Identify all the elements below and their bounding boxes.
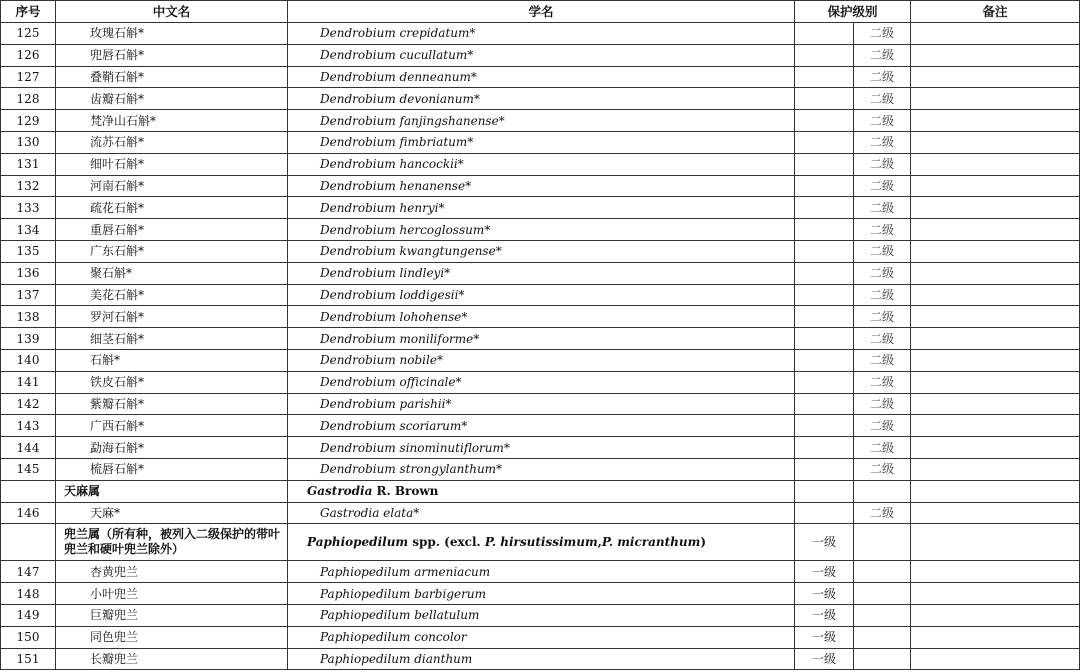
remarks-cell: [911, 23, 1080, 45]
remarks-cell: [911, 240, 1080, 262]
chinese-name-cell: 梳唇石斛*: [56, 458, 288, 480]
chinese-name-cell: 紫瓣石斛*: [56, 393, 288, 415]
table-row: [1, 583, 1080, 605]
remarks-cell: [911, 262, 1080, 284]
protection-level-first-cell: 一级: [795, 648, 854, 670]
chinese-name-cell: 小叶兜兰: [56, 583, 288, 605]
protection-level-first-cell: [795, 437, 854, 459]
protection-level-first-cell: [795, 66, 854, 88]
protection-level-first-cell: [795, 240, 854, 262]
chinese-name-cell: 天麻属: [56, 480, 288, 502]
scientific-name-cell: Dendrobium hercoglossum*: [288, 219, 795, 241]
table-row: [1, 44, 1080, 66]
remarks-cell: [911, 153, 1080, 175]
scientific-name-cell: Paphiopedilum concolor: [288, 626, 795, 648]
genus-name-italic: Gastrodia: [307, 484, 373, 499]
protection-level-first-cell: 一级: [795, 583, 854, 605]
table-row: [1, 604, 1080, 626]
protection-level-first-cell: [795, 393, 854, 415]
genus-name-part: P. micranthum: [601, 535, 701, 550]
scientific-name-cell: Paphiopedilum armeniacum: [288, 561, 795, 583]
protection-level-second-cell: 二级: [854, 262, 911, 284]
protection-level-first-cell: [795, 349, 854, 371]
remarks-cell: [911, 604, 1080, 626]
protection-level-second-cell: [854, 648, 911, 670]
genus-author: R. Brown: [372, 484, 439, 499]
table-row: [1, 197, 1080, 219]
remarks-cell: [911, 197, 1080, 219]
table-row: [1, 648, 1080, 670]
protection-level-second-cell: 二级: [854, 393, 911, 415]
scientific-name-cell: Dendrobium fanjingshanense*: [288, 110, 795, 132]
serial-number-cell: 127: [1, 66, 56, 88]
scientific-name-cell: Gastrodia elata*: [288, 502, 795, 524]
serial-number-cell: 139: [1, 328, 56, 350]
genus-name-part: P. hirsutissimum: [484, 535, 598, 550]
protection-level-first-cell: 一级: [795, 561, 854, 583]
protection-level-first-cell: 一级: [795, 604, 854, 626]
serial-number-cell: 146: [1, 502, 56, 524]
table-row: [1, 415, 1080, 437]
scientific-name-cell: Dendrobium strongylanthum*: [288, 458, 795, 480]
scientific-name-cell: Dendrobium moniliforme*: [288, 328, 795, 350]
scientific-name-cell: Dendrobium loddigesii*: [288, 284, 795, 306]
scientific-name-cell: [288, 524, 795, 561]
table-row: [1, 110, 1080, 132]
scientific-name-cell: Dendrobium nobile*: [288, 349, 795, 371]
genus-row: [1, 524, 1080, 561]
genus-name-part: spp. (excl.: [408, 535, 485, 550]
protection-level-second-cell: 二级: [854, 197, 911, 219]
scientific-name-cell: Dendrobium lindleyi*: [288, 262, 795, 284]
protection-level-first-cell: [795, 306, 854, 328]
table-row: [1, 306, 1080, 328]
protection-level-second-cell: 二级: [854, 175, 911, 197]
protection-level-second-cell: 二级: [854, 153, 911, 175]
protection-level-first-cell: [795, 371, 854, 393]
protection-level-first-cell: [795, 502, 854, 524]
remarks-cell: [911, 219, 1080, 241]
protection-level-second-cell: 二级: [854, 502, 911, 524]
protection-level-second-cell: 二级: [854, 306, 911, 328]
scientific-name-cell: Paphiopedilum dianthum: [288, 648, 795, 670]
scientific-name-cell: Dendrobium sinominutiflorum*: [288, 437, 795, 459]
remarks-cell: [911, 480, 1080, 502]
table-row: [1, 66, 1080, 88]
genus-name-part: Paphiopedilum: [307, 535, 409, 550]
chinese-name-cell: 兜唇石斛*: [56, 44, 288, 66]
table-row: [1, 328, 1080, 350]
protection-level-second-cell: 二级: [854, 44, 911, 66]
remarks-cell: [911, 88, 1080, 110]
scientific-name-cell: Dendrobium kwangtungense*: [288, 240, 795, 262]
chinese-name-cell: 天麻*: [56, 502, 288, 524]
protection-level-second-cell: 二级: [854, 328, 911, 350]
protection-level-second-cell: [854, 524, 911, 561]
protection-level-first-cell: [795, 153, 854, 175]
protection-level-second-cell: [854, 604, 911, 626]
protection-level-first-cell: [795, 328, 854, 350]
protection-level-first-cell: 一级: [795, 524, 854, 561]
serial-number-cell: 141: [1, 371, 56, 393]
table-row: [1, 626, 1080, 648]
remarks-cell: [911, 415, 1080, 437]
chinese-name-cell: 聚石斛*: [56, 262, 288, 284]
chinese-name-cell: 重唇石斛*: [56, 219, 288, 241]
scientific-name-cell: Dendrobium lohohense*: [288, 306, 795, 328]
protection-level-second-cell: 二级: [854, 66, 911, 88]
chinese-name-cell: 长瓣兜兰: [56, 648, 288, 670]
protection-level-first-cell: [795, 131, 854, 153]
remarks-cell: [911, 131, 1080, 153]
protection-level-second-cell: 二级: [854, 23, 911, 45]
table-row: [1, 437, 1080, 459]
scientific-name-cell: Dendrobium crepidatum*: [288, 23, 795, 45]
remarks-cell: [911, 626, 1080, 648]
table-row: [1, 561, 1080, 583]
protection-level-first-cell: [795, 197, 854, 219]
protection-level-first-cell: [795, 23, 854, 45]
protection-level-second-cell: 二级: [854, 437, 911, 459]
serial-number-cell: [1, 524, 56, 561]
protection-level-second-cell: 二级: [854, 371, 911, 393]
remarks-cell: [911, 371, 1080, 393]
remarks-cell: [911, 458, 1080, 480]
serial-number-cell: 135: [1, 240, 56, 262]
chinese-name-cell: 巨瓣兜兰: [56, 604, 288, 626]
remarks-cell: [911, 66, 1080, 88]
chinese-name-cell: 河南石斛*: [56, 175, 288, 197]
remarks-cell: [911, 175, 1080, 197]
table-row: [1, 393, 1080, 415]
remarks-cell: [911, 306, 1080, 328]
chinese-name-cell: 广东石斛*: [56, 240, 288, 262]
table-row: [1, 175, 1080, 197]
table-row: [1, 23, 1080, 45]
table-row: [1, 458, 1080, 480]
serial-number-cell: 131: [1, 153, 56, 175]
table-row: [1, 349, 1080, 371]
protection-level-second-cell: 二级: [854, 458, 911, 480]
protection-level-first-cell: [795, 262, 854, 284]
protection-level-second-cell: [854, 480, 911, 502]
table-header-row: [1, 1, 1080, 23]
protection-level-first-cell: [795, 415, 854, 437]
protection-level-first-cell: 一级: [795, 626, 854, 648]
table-row: [1, 153, 1080, 175]
serial-number-cell: 145: [1, 458, 56, 480]
chinese-name-cell: 细叶石斛*: [56, 153, 288, 175]
protection-level-first-cell: [795, 219, 854, 241]
scientific-name-cell: Paphiopedilum bellatulum: [288, 604, 795, 626]
scientific-name-cell: Dendrobium cucullatum*: [288, 44, 795, 66]
chinese-name-cell: 细茎石斛*: [56, 328, 288, 350]
scientific-name-cell: Dendrobium devonianum*: [288, 88, 795, 110]
protection-level-first-cell: [795, 175, 854, 197]
protection-level-first-cell: [795, 284, 854, 306]
table-body: [1, 23, 1080, 670]
table-row: [1, 502, 1080, 524]
table-row: [1, 219, 1080, 241]
protection-level-second-cell: 二级: [854, 284, 911, 306]
table-row: [1, 88, 1080, 110]
serial-number-cell: 134: [1, 219, 56, 241]
header-remarks: 备注: [911, 1, 1080, 23]
serial-number-cell: 129: [1, 110, 56, 132]
protection-level-second-cell: 二级: [854, 349, 911, 371]
serial-number-cell: 132: [1, 175, 56, 197]
protection-level-first-cell: [795, 480, 854, 502]
chinese-name-cell: 勐海石斛*: [56, 437, 288, 459]
scientific-name-cell: Dendrobium henryi*: [288, 197, 795, 219]
scientific-name-cell: Dendrobium henanense*: [288, 175, 795, 197]
remarks-cell: [911, 524, 1080, 561]
serial-number-cell: 148: [1, 583, 56, 605]
protection-level-second-cell: 二级: [854, 131, 911, 153]
chinese-name-cell: 广西石斛*: [56, 415, 288, 437]
genus-row: [1, 480, 1080, 502]
chinese-name-cell: 兜兰属（所有种，被列入二级保护的带叶兜兰和硬叶兜兰除外）: [56, 524, 288, 561]
protection-level-first-cell: [795, 44, 854, 66]
serial-number-cell: 125: [1, 23, 56, 45]
remarks-cell: [911, 328, 1080, 350]
chinese-name-cell: 同色兜兰: [56, 626, 288, 648]
serial-number-cell: 133: [1, 197, 56, 219]
genus-name-part: ): [700, 535, 706, 550]
scientific-name-cell: Dendrobium denneanum*: [288, 66, 795, 88]
scientific-name-cell: [288, 480, 795, 502]
chinese-name-cell: 叠鞘石斛*: [56, 66, 288, 88]
serial-number-cell: 150: [1, 626, 56, 648]
serial-number-cell: 147: [1, 561, 56, 583]
header-protection-level: 保护级别: [795, 1, 911, 23]
table-row: [1, 284, 1080, 306]
table-row: [1, 371, 1080, 393]
protection-level-second-cell: [854, 561, 911, 583]
remarks-cell: [911, 349, 1080, 371]
header-scientific-name: 学名: [288, 1, 795, 23]
remarks-cell: [911, 583, 1080, 605]
protection-level-second-cell: [854, 583, 911, 605]
chinese-name-cell: 美花石斛*: [56, 284, 288, 306]
protection-level-second-cell: 二级: [854, 240, 911, 262]
serial-number-cell: 138: [1, 306, 56, 328]
scientific-name-cell: Paphiopedilum barbigerum: [288, 583, 795, 605]
scientific-name-cell: Dendrobium officinale*: [288, 371, 795, 393]
scientific-name-cell: Dendrobium fimbriatum*: [288, 131, 795, 153]
serial-number-cell: 128: [1, 88, 56, 110]
protection-level-second-cell: [854, 626, 911, 648]
protection-level-second-cell: 二级: [854, 110, 911, 132]
chinese-name-cell: 梵净山石斛*: [56, 110, 288, 132]
remarks-cell: [911, 561, 1080, 583]
remarks-cell: [911, 502, 1080, 524]
remarks-cell: [911, 110, 1080, 132]
serial-number-cell: 149: [1, 604, 56, 626]
protection-level-first-cell: [795, 88, 854, 110]
genus-name-part: ,: [597, 535, 602, 550]
remarks-cell: [911, 284, 1080, 306]
chinese-name-cell: 玫瑰石斛*: [56, 23, 288, 45]
chinese-name-cell: 齿瓣石斛*: [56, 88, 288, 110]
table-row: [1, 131, 1080, 153]
chinese-name-cell: 罗河石斛*: [56, 306, 288, 328]
chinese-name-cell: 铁皮石斛*: [56, 371, 288, 393]
serial-number-cell: 143: [1, 415, 56, 437]
remarks-cell: [911, 44, 1080, 66]
protection-level-second-cell: 二级: [854, 88, 911, 110]
serial-number-cell: 140: [1, 349, 56, 371]
remarks-cell: [911, 393, 1080, 415]
serial-number-cell: 142: [1, 393, 56, 415]
chinese-name-cell: 疏花石斛*: [56, 197, 288, 219]
header-chinese-name: 中文名: [56, 1, 288, 23]
scientific-name-cell: Dendrobium parishii*: [288, 393, 795, 415]
serial-number-cell: 130: [1, 131, 56, 153]
serial-number-cell: 137: [1, 284, 56, 306]
protection-level-second-cell: 二级: [854, 415, 911, 437]
table-row: [1, 262, 1080, 284]
chinese-name-cell: 流苏石斛*: [56, 131, 288, 153]
serial-number-cell: 126: [1, 44, 56, 66]
remarks-cell: [911, 437, 1080, 459]
protection-level-first-cell: [795, 458, 854, 480]
remarks-cell: [911, 648, 1080, 670]
chinese-name-cell: 杏黄兜兰: [56, 561, 288, 583]
serial-number-cell: 136: [1, 262, 56, 284]
protection-level-second-cell: 二级: [854, 219, 911, 241]
serial-number-cell: 151: [1, 648, 56, 670]
serial-number-cell: [1, 480, 56, 502]
scientific-name-cell: Dendrobium hancockii*: [288, 153, 795, 175]
table-row: [1, 240, 1080, 262]
serial-number-cell: 144: [1, 437, 56, 459]
chinese-name-cell: 石斛*: [56, 349, 288, 371]
protection-level-first-cell: [795, 110, 854, 132]
scientific-name-cell: Dendrobium scoriarum*: [288, 415, 795, 437]
header-serial-number: 序号: [1, 1, 56, 23]
